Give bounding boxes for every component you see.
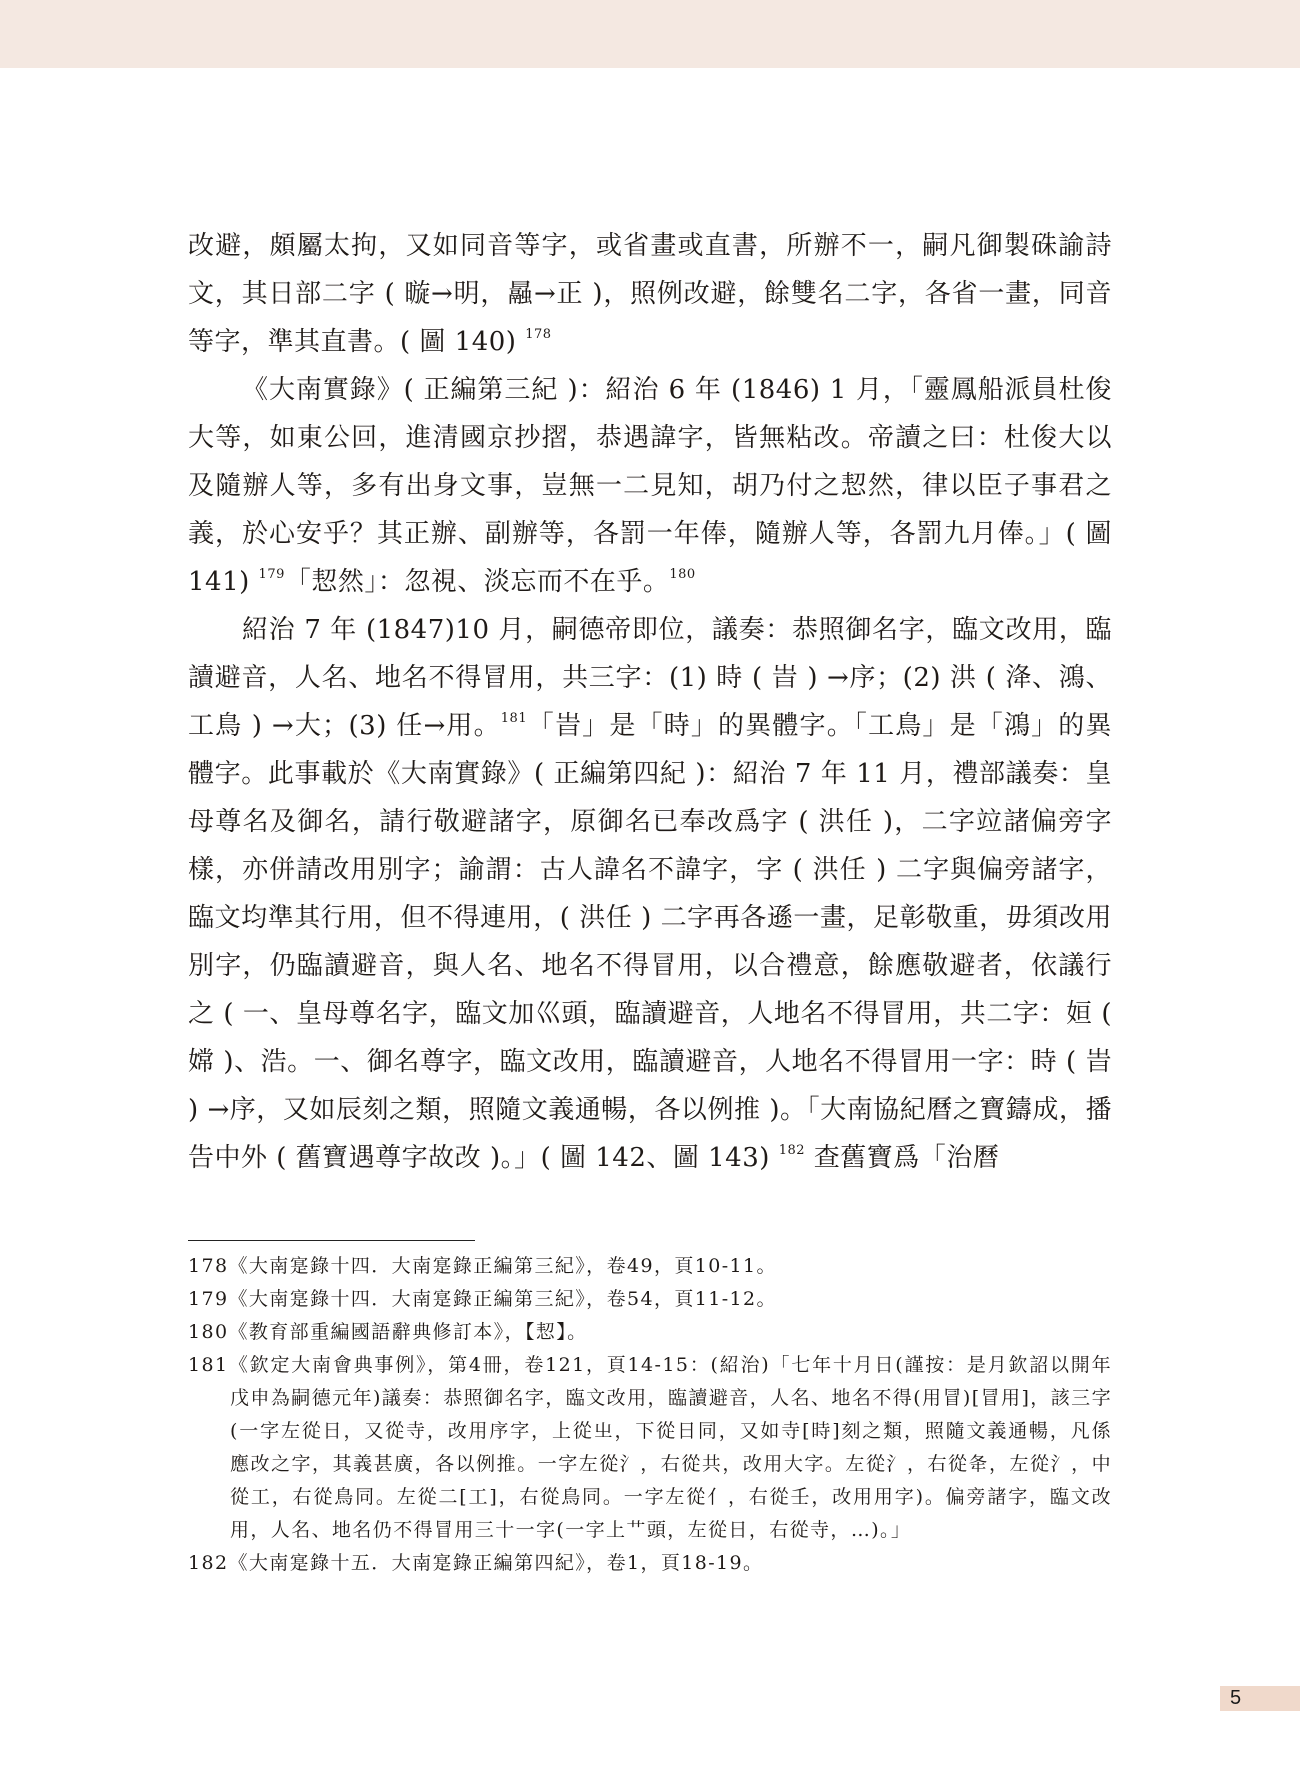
footnote-179: 179《大南寔錄十四．大南寔錄正編第三紀》，卷54，頁11-12。 [188, 1288, 777, 1310]
paragraph-1 [188, 222, 1112, 366]
footnote-divider [188, 1240, 475, 1241]
body-text [188, 222, 1112, 1182]
page-number-tab [1220, 1686, 1300, 1711]
footnote-ref-178[interactable]: 178 [525, 327, 552, 342]
paragraph-3-text-2: 「旹」是「時」的異體字。「工鳥」是「鴻」的異體字。此事載於《大南實錄》( 正編第四紀 )：紹治 7 年 11 月，禮部議奏：皇母尊名及御名，請行敬避諸字，原御名已奉改爲字 ( 洪任 )，二字竝諸偏旁字樣，亦併請改用別字；諭謂：古人諱名不諱字，字 ( 洪任 ) 二字與偏旁諸字，臨文均準其行用，但不得連用，( 洪任 ) 二字再各遜一畫，足彰敬重，毋須改用別字，仍臨讀避音，與人名、地名不得冒用，以合禮意，餘應敬避者，依議行之 ( 一、皇母尊名字，臨文加巛頭，臨讀避音，人地名不得冒用，共二字：姮 ( 嫦 )、浩。一、御名尊字，臨文改用，臨讀避音，人地名不得冒用一字：時 ( 旹 ) →序，又如辰刻之類，照隨文義通暢，各以例推 )。「大南協紀曆之寶鑄成，播告中外 ( 舊寶遇尊字故改 )。」( 圖 142、圖 143) [188, 711, 1112, 1173]
footnote-ref-180[interactable]: 180 [669, 567, 696, 582]
paragraph-3-text-3: 查舊寶爲「治曆 [805, 1143, 1000, 1173]
footnote-182: 182《大南寔錄十五．大南寔錄正編第四紀》，卷1，頁18-19。 [188, 1552, 764, 1574]
header-band [0, 0, 1300, 68]
footnotes [188, 1250, 1112, 1580]
paragraph-3 [188, 606, 1112, 1182]
paragraph-2 [188, 366, 1112, 606]
paragraph-3-text-1: 紹治 7 年 (1847)10 月，嗣德帝即位，議奏：恭照御名字，臨文改用，臨讀避音，人名、地名不得冒用，共三字：(1) 時 ( 旹 ) →序；(2) 洪 ( 洚、鴻、工鳥 ) →大；(3) 任→用。 [188, 615, 1112, 741]
footnote-ref-179[interactable]: 179 [258, 567, 285, 582]
paragraph-2-text-1: 《大南實錄》( 正編第三紀 )：紹治 6 年 (1846) 1 月，「靈鳳船派員杜俊大等，如東公回，進清國京抄摺，恭遇諱字，皆無粘改。帝讀之曰：杜俊大以及隨辦人等，多有出身文事，豈無一二見知，胡乃付之恝然，律以臣子事君之義，於心安乎？其正辦、副辦等，各罰一年俸，隨辦人等，各罰九月俸。」( 圖 141) [188, 375, 1112, 597]
paragraph-1-text-1: 改避，頗屬太拘，又如同音等字，或省畫或直書，所辦不一，嗣凡御製硃諭詩文，其日部二字 ( 暶→明，曧→正 )，照例改避，餘雙名二字，各省一畫，同音等字，準其直書。( 圖 140) [188, 231, 1112, 357]
paragraph-2-text-2: 「恝然」：忽視、淡忘而不在乎。 [284, 567, 670, 597]
footnote-180: 180《教育部重編國語辭典修訂本》，【恝】。 [188, 1321, 588, 1343]
footnote-178: 178《大南寔錄十四．大南寔錄正編第三紀》，卷49，頁10-11。 [188, 1255, 777, 1277]
footnote-181: 181《欽定大南會典事例》，第4冊，卷121，頁14-15：(紹治)「七年十月日(謹按：是月欽詔以開年戊申為嗣德元年)議奏：恭照御名字，臨文改用，臨讀避音，人名、地名不得(用冒)[冒用]，該三字(一字左從日，又從寺，改用序字，上從㞢，下從日同，又如寺[時]刻之類，照隨文義通暢，凡係應改之字，其義甚廣，各以例推。一字左從氵，右從共，改用大字。左從氵，右從夅，左從氵，中從工，右從鳥同。左從二[工]，右從鳥同。一字左從亻，右從壬，改用用字)。偏旁諸字，臨文改用，人名、地名仍不得冒用三十一字(一字上艹頭，左從日，右從寺，…)。」 [188, 1354, 1112, 1541]
footnote-ref-181[interactable]: 181 [500, 711, 528, 726]
page-number: 5 [1230, 1687, 1242, 1709]
footnote-ref-182[interactable]: 182 [778, 1143, 806, 1158]
